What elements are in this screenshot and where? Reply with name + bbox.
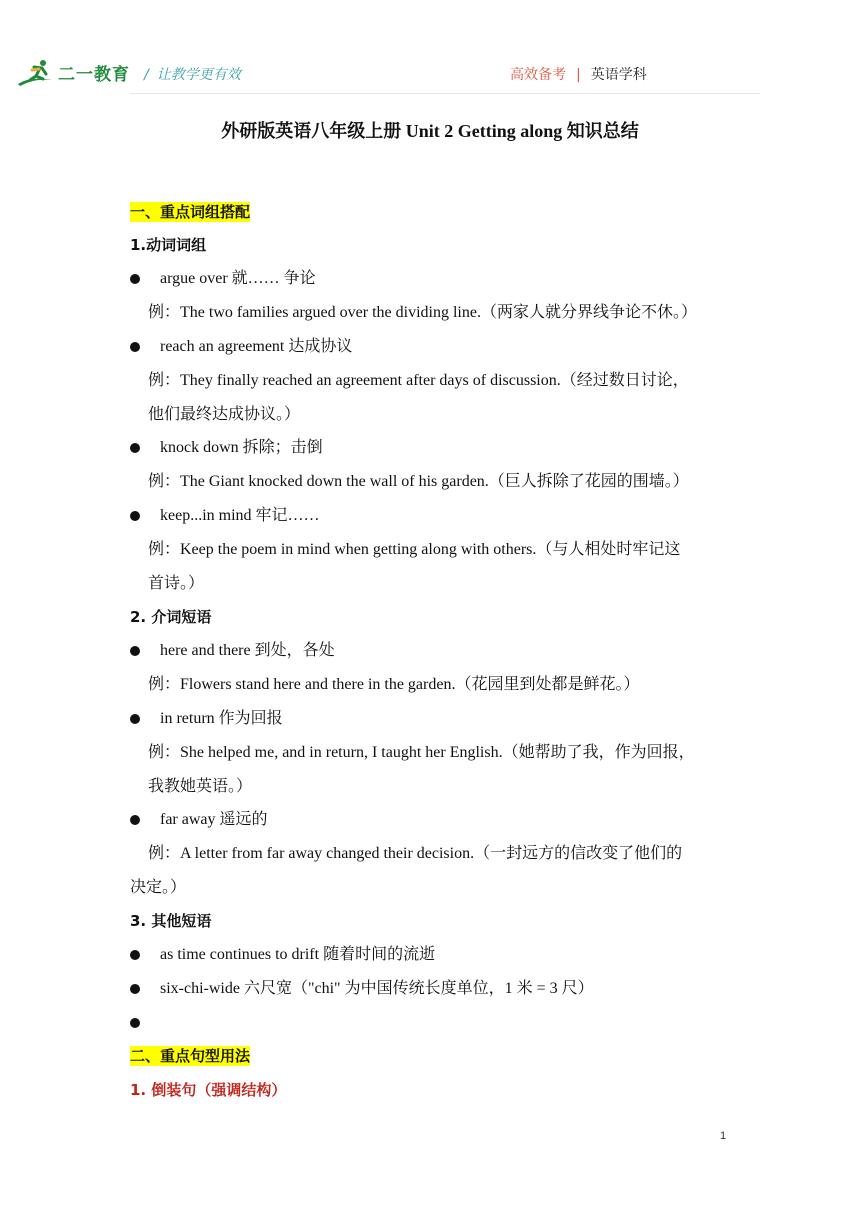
example-3: 例：The Giant knocked down the wall of his garden.（巨人拆除了花园的围墙。） bbox=[148, 473, 689, 490]
slogan-slash: / bbox=[144, 67, 149, 83]
example-4-line2: 首诗。） bbox=[148, 575, 205, 592]
bullet-6 bbox=[130, 714, 140, 724]
section1-sub3: 3. 其他短语 bbox=[130, 912, 212, 930]
example-2-line2: 他们最终达成协议。） bbox=[148, 406, 301, 423]
bullet-9 bbox=[130, 984, 140, 994]
bullet-empty bbox=[130, 1018, 140, 1028]
phrase-item-4: keep...in mind 牢记…… bbox=[160, 507, 320, 524]
section2-sub1: 1. 倒装句（强调结构） bbox=[130, 1081, 287, 1099]
section2-heading: 二、重点句型用法 bbox=[130, 1047, 251, 1065]
example-7-line1: 例：A letter from far away changed their decision.（一封远方的信改变了他们的 bbox=[148, 845, 683, 862]
bullet-3 bbox=[130, 443, 140, 453]
bullet-5 bbox=[130, 646, 140, 656]
phrase-item-1: argue over 就…… 争论 bbox=[160, 270, 316, 287]
logo-text: 二一教育 bbox=[58, 65, 130, 85]
section1-sub1: 1.动词词组 bbox=[130, 236, 207, 254]
page-number: 1 bbox=[720, 1130, 727, 1142]
header-separator: | bbox=[576, 67, 581, 83]
phrase-item-6: in return 作为回报 bbox=[160, 710, 283, 727]
phrase-item-3: knock down 拆除；击倒 bbox=[160, 439, 323, 456]
slogan-text: 让教学更有效 bbox=[156, 67, 241, 83]
header-right bbox=[510, 64, 647, 84]
phrase-item-8: as time continues to drift 随着时间的流逝 bbox=[160, 946, 436, 963]
bullet-7 bbox=[130, 815, 140, 825]
example-2-line1: 例：They finally reached an agreement after days of discussion.（经过数日讨论， bbox=[148, 372, 689, 389]
phrase-item-9: six-chi-wide 六尺宽（"chi" 为中国传统长度单位，1 米 = 3 尺） bbox=[160, 980, 594, 997]
header-tagline: 高效备考 bbox=[510, 67, 566, 83]
page-header bbox=[0, 0, 860, 100]
header-divider bbox=[130, 93, 760, 94]
section1-sub2: 2. 介词短语 bbox=[130, 608, 212, 626]
header-subject: 英语学科 bbox=[590, 67, 647, 83]
example-6-line1: 例：She helped me, and in return, I taught her English.（她帮助了我，作为回报， bbox=[148, 744, 695, 761]
document-title: 外研版英语八年级上册 Unit 2 Getting along 知识总结 bbox=[221, 121, 639, 141]
example-4-line1: 例：Keep the poem in mind when getting along with others.（与人相处时牢记这 bbox=[148, 541, 681, 558]
header-slogan bbox=[144, 64, 241, 84]
example-1: 例：The two families argued over the dividing line.（两家人就分界线争论不休。） bbox=[148, 304, 697, 321]
example-5: 例：Flowers stand here and there in the garden.（花园里到处都是鲜花。） bbox=[148, 676, 640, 693]
logo bbox=[16, 58, 128, 88]
runner-logo-icon bbox=[16, 58, 56, 88]
example-6-line2: 我教她英语。） bbox=[148, 778, 253, 795]
phrase-item-5: here and there 到处，各处 bbox=[160, 642, 335, 659]
phrase-item-7: far away 遥远的 bbox=[160, 811, 268, 828]
section1-heading: 一、重点词组搭配 bbox=[130, 203, 251, 221]
bullet-1 bbox=[130, 274, 140, 284]
bullet-8 bbox=[130, 950, 140, 960]
bullet-4 bbox=[130, 511, 140, 521]
bullet-2 bbox=[130, 342, 140, 352]
phrase-item-2: reach an agreement 达成协议 bbox=[160, 338, 353, 355]
example-7-line2: 决定。） bbox=[130, 879, 187, 896]
